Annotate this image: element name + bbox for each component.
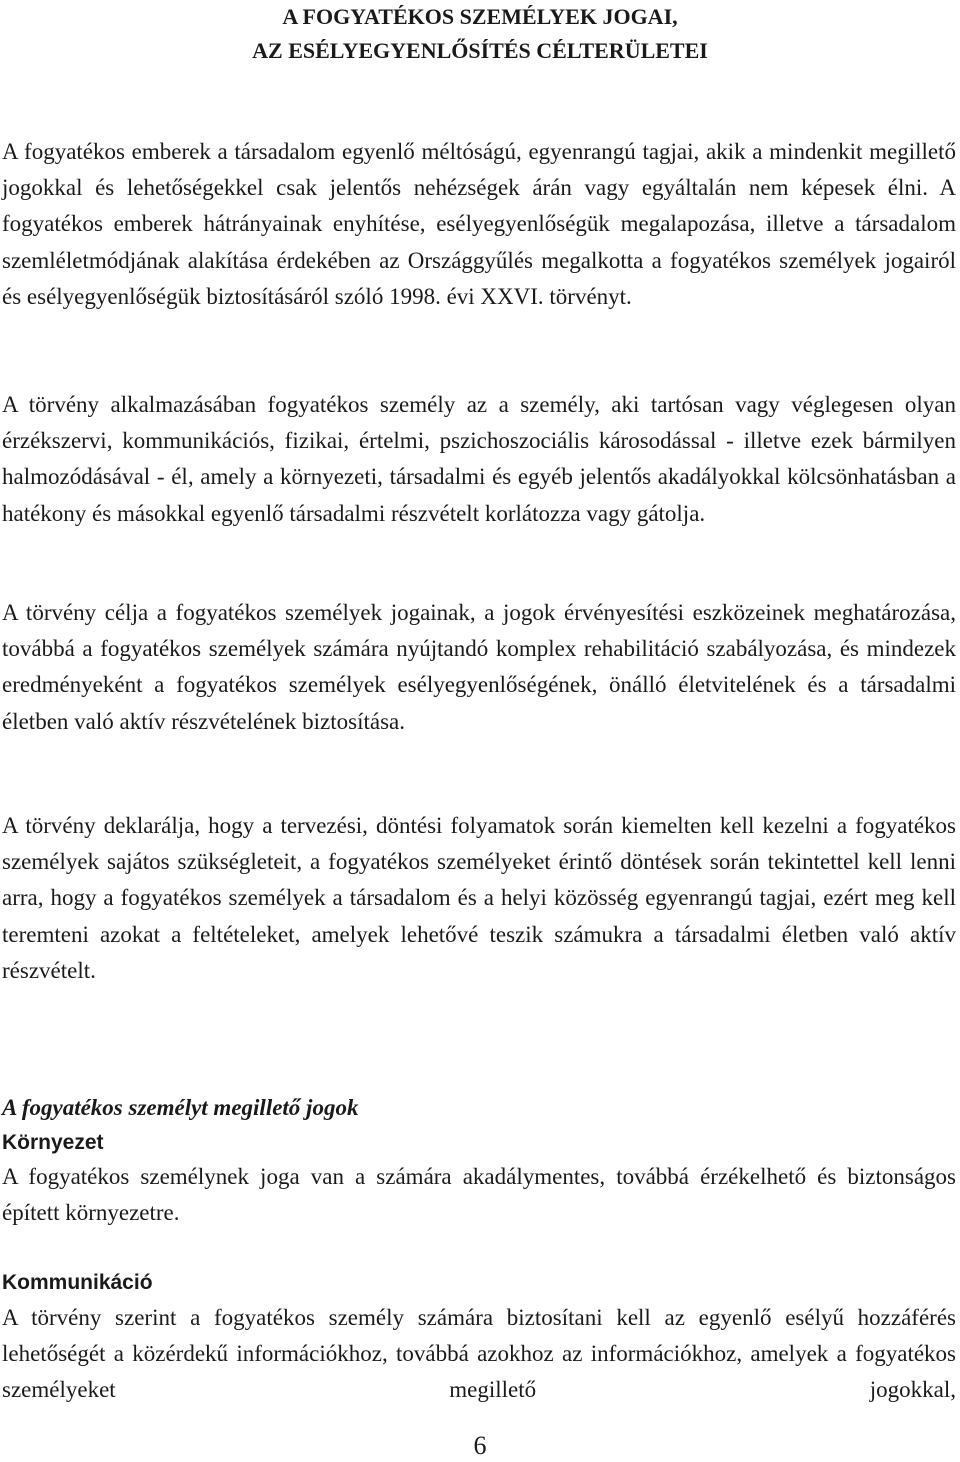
title-line-1: A FOGYATÉKOS SZEMÉLYEK JOGAI, [282, 4, 678, 29]
paragraph-intro: A fogyatékos emberek a társadalom egyenlő méltóságú, egyenrangú tagjai, akik a mindenkit megillető jogokkal és lehetőségekkel csak jelentős nehézségek árán vagy egyáltalán nem képesek élni. A fogyatékos emberek hátrányainak enyhítése, esélyegyenlőségük megalapozása, illetve a társadalom szemléletmódjának alakítása érdekében az Országgyűlés megalkotta a fogyatékos személyek jogairól és esélyegyenlőségük biztosításáról szóló 1998. évi XXVI. törvényt. [2, 139, 956, 309]
page-number: 6 [473, 1431, 487, 1460]
document-title [0, 0, 960, 68]
title-line-2: AZ ESÉLYEGYENLŐSÍTÉS CÉLTERÜLETEI [252, 38, 708, 63]
paragraph-declaration: A törvény deklarálja, hogy a tervezési, döntési folyamatok során kiemelten kell kezelni a fogyatékos személyek sajátos szükségleteit, a fogyatékos személyeket érintő döntések során tekintettel kell lenni arra, hogy a fogyatékos személyek a társadalom és a helyi közösség egyenrangú tagjai, ezért meg kell teremteni azokat a feltételeket, amelyek lehetővé teszik számukra a társadalmi életben való aktív részvételt. [2, 813, 956, 983]
subheading-communication: Kommunikáció [2, 1271, 153, 1294]
paragraph-environment: A fogyatékos személynek joga van a számára akadálymentes, továbbá érzékelhető és biztonságos épített környezetre. [2, 1164, 956, 1226]
paragraph-communication: A törvény szerint a fogyatékos személy számára biztosítani kell az egyenlő esélyű hozzáférés lehetőségét a közérdekű információkhoz, továbbá azokhoz az információkhoz, amelyek a fogyatékos személyeket megillető jogokkal, [2, 1305, 956, 1403]
section-heading-rights: A fogyatékos személyt megillető jogok [2, 1095, 359, 1120]
subheading-environment: Környezet [2, 1131, 104, 1154]
paragraph-definition: A törvény alkalmazásában fogyatékos személy az a személy, aki tartósan vagy véglegesen olyan érzékszervi, kommunikációs, fizikai, értelmi, pszichoszociális károsodással - illetve ezek bármilyen halmozódásával - él, amely a környezeti, társadalmi és egyéb jelentős akadályokkal kölcsönhatásban a hatékony és másokkal egyenlő társadalmi részvételt korlátozza vagy gátolja. [2, 392, 956, 526]
paragraph-purpose: A törvény célja a fogyatékos személyek jogainak, a jogok érvényesítési eszközeinek meghatározása, továbbá a fogyatékos személyek számára nyújtandó komplex rehabilitáció szabályozása, és mindezek eredményeként a fogyatékos személyek esélyegyenlőségének, önálló életvitelének és a társadalmi életben való aktív részvételének biztosítása. [2, 600, 956, 734]
